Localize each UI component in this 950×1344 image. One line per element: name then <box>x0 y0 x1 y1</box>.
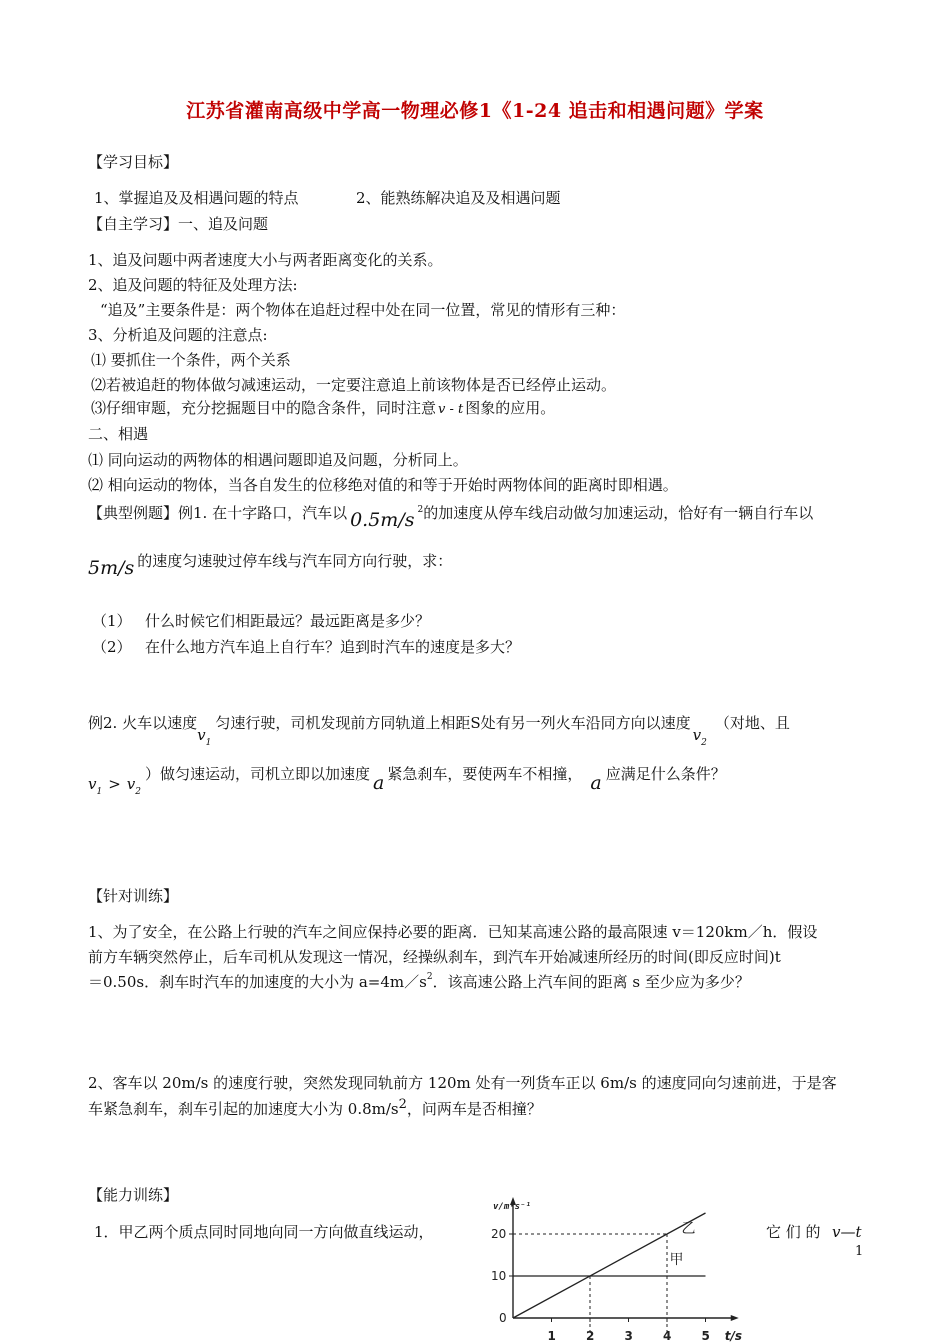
training-q1-text-a: ＝0.50s．刹车时汽车的加速度的大小为 a=4m／s <box>88 973 427 991</box>
goal-2: 2、能熟练解决追及及相遇问题 <box>356 189 561 207</box>
question-1-number: （1） <box>92 612 132 630</box>
v1-gt-v2 <box>88 775 142 797</box>
training-q2-line-2 <box>88 1099 542 1121</box>
meet-point-2: ⑵ 相向运动的物体，当各自发生的位移绝对值的和等于开始时两物体间的距离时即相遇。 <box>88 476 678 494</box>
v1-symbol <box>197 726 212 748</box>
x-tick-label: 4 <box>663 1329 672 1343</box>
question-1-text: 什么时候它们相距最远？最远距离是多少？ <box>145 612 431 630</box>
training-q1-line-3 <box>88 972 750 995</box>
meet-point-1: ⑴ 同向运动的两物体的相遇问题即追及问题，分析同上。 <box>88 451 468 469</box>
note-1: ⑴ 要抓住一个条件，两个关系 <box>91 351 291 369</box>
ability-q1-tail: 它 们 的 <box>766 1223 821 1241</box>
training-q1-text-b: ．该高速公路上汽车间的距离 s 至少应为多少？ <box>432 973 750 991</box>
v2-subscript: 2 <box>701 738 707 748</box>
v1-letter: v <box>197 726 206 744</box>
note-3-text-b: 图象的应用。 <box>465 399 556 417</box>
chase-condition: “追及”主要条件是：两个物体在追赶过程中处在同一位置，常见的情形有三种： <box>100 301 626 319</box>
note-2: ⑵若被追赶的物体做匀减速运动，一定要注意追上前该物体是否已经停止运动。 <box>91 376 617 394</box>
ineq-v1-subscript: 1 <box>96 787 103 797</box>
ability-q1-text: 1．甲乙两个质点同时同地向同一方向做直线运动， <box>94 1223 434 1241</box>
note-3-text-a: ⑶仔细审题，充分挖掘题目中的隐含条件，同时注意 <box>91 399 437 417</box>
ineq-v1-letter: v <box>88 775 97 793</box>
example-2-text-d: ）做匀速运动，司机立即以加速度 <box>145 765 371 783</box>
example-1-text-c: 的速度匀速驶过停车线与汽车同方向行驶，求： <box>137 552 453 570</box>
training-q2-text-a: 车紧急刹车，刹车引起的加速度大小为 0.8m/s <box>88 1100 399 1118</box>
example-1-line-2 <box>88 550 453 579</box>
training-q2-line-1: 2、客车以 20m/s 的速度行驶，突然发现同轨前方 120m 处有一列货车正以 6m/s 的速度同向匀速前进，于是客 <box>88 1074 837 1092</box>
example-1-text-b: 的加速度从停车线启动做匀加速运动，恰好有一辆自行车以 <box>423 504 814 522</box>
question-2-number: （2） <box>92 638 132 656</box>
bicycle-speed: 5m/s <box>88 557 135 579</box>
greater-than-sign: > <box>108 775 121 793</box>
acceleration-symbol: a <box>373 772 385 794</box>
meet-heading: 二、相遇 <box>88 425 149 443</box>
example-2-text-f: 应满足什么条件？ <box>605 765 726 783</box>
y-axis-label: v/m·s⁻¹ <box>493 1202 531 1212</box>
velocity-time-chart <box>470 1170 760 1344</box>
example-2-text-c: （对地、且 <box>714 714 790 732</box>
y-tick-label: 10 <box>491 1269 507 1283</box>
series-label-jia: 甲 <box>669 1252 684 1268</box>
x-tick-label: 3 <box>624 1329 633 1343</box>
x-axis-arrow <box>731 1315 739 1321</box>
question-2-text: 在什么地方汽车追上自行车？追到时汽车的速度是多大？ <box>145 638 521 656</box>
v2-symbol <box>692 726 707 748</box>
ineq-v2-letter: v <box>126 775 136 793</box>
goals-heading: 【学习目标】 <box>88 153 179 171</box>
y-tick-label: 20 <box>491 1227 507 1241</box>
example-1-text-a: 【典型例题】例1. 在十字路口，汽车以 <box>88 504 348 522</box>
acceleration-exponent: 2 <box>417 505 424 515</box>
training-q2-exponent: 2 <box>398 1097 407 1112</box>
series-label-yi: 乙 <box>681 1221 696 1237</box>
ability-q1-vt: v—t <box>832 1223 862 1241</box>
training-heading: 【针对训练】 <box>88 887 179 905</box>
example-2-text-e: 紧急刹车，要使两车不相撞， <box>387 765 583 783</box>
example-2-text-b: 匀速行驶，司机发现前方同轨道上相距S处有另一列火车沿同方向以速度 <box>215 714 691 732</box>
training-q1-line-1: 1、为了安全，在公路上行驶的汽车之间应保持必要的距离．已知某高速公路的最高限速 v＝120km／h．假设 <box>88 923 818 941</box>
training-q1-exponent: 2 <box>426 972 433 982</box>
chase-point-1: 1、追及问题中两者速度大小与两者距离变化的关系。 <box>88 251 443 269</box>
x-tick-label: 5 <box>701 1329 710 1343</box>
example-2-line-1 <box>88 713 790 748</box>
example-2-text-a: 例2. 火车以速度 <box>88 714 198 732</box>
chase-point-2: 2、追及问题的特征及处理方法: <box>88 276 298 294</box>
ability-heading: 【能力训练】 <box>88 1186 179 1204</box>
acceleration-symbol-2: a <box>590 772 602 794</box>
x-tick-label: 1 <box>547 1329 556 1343</box>
note-3 <box>91 398 555 420</box>
goal-1: 1、掌握追及及相遇问题的特点 <box>94 189 299 207</box>
document-title: 江苏省灌南高级中学高一物理必修1《1-24 追击和相遇问题》学案 <box>186 100 764 122</box>
origin-label: 0 <box>499 1311 507 1325</box>
example-2-line-2 <box>88 763 726 797</box>
v1-subscript: 1 <box>205 738 212 748</box>
ineq-v2-subscript: 2 <box>135 787 142 797</box>
training-q2-text-b: ，问两车是否相撞？ <box>406 1100 542 1118</box>
acceleration-value: 0.5m/s <box>350 509 415 531</box>
example-1-line-1 <box>88 502 814 531</box>
chase-point-3: 3、分析追及问题的注意点: <box>88 326 268 344</box>
v2-letter: v <box>692 726 702 744</box>
x-axis-label: t/s <box>724 1329 743 1343</box>
training-q1-line-2: 前方车辆突然停止，后车司机从发现这一情况，经操纵刹车，到汽车开始减速所经历的时间(即反应时间)t <box>88 948 781 966</box>
self-study-heading: 【自主学习】一、追及问题 <box>88 215 269 233</box>
vt-symbol: v - t <box>438 402 464 417</box>
x-tick-label: 2 <box>586 1329 595 1343</box>
page-number: 1 <box>855 1244 864 1259</box>
